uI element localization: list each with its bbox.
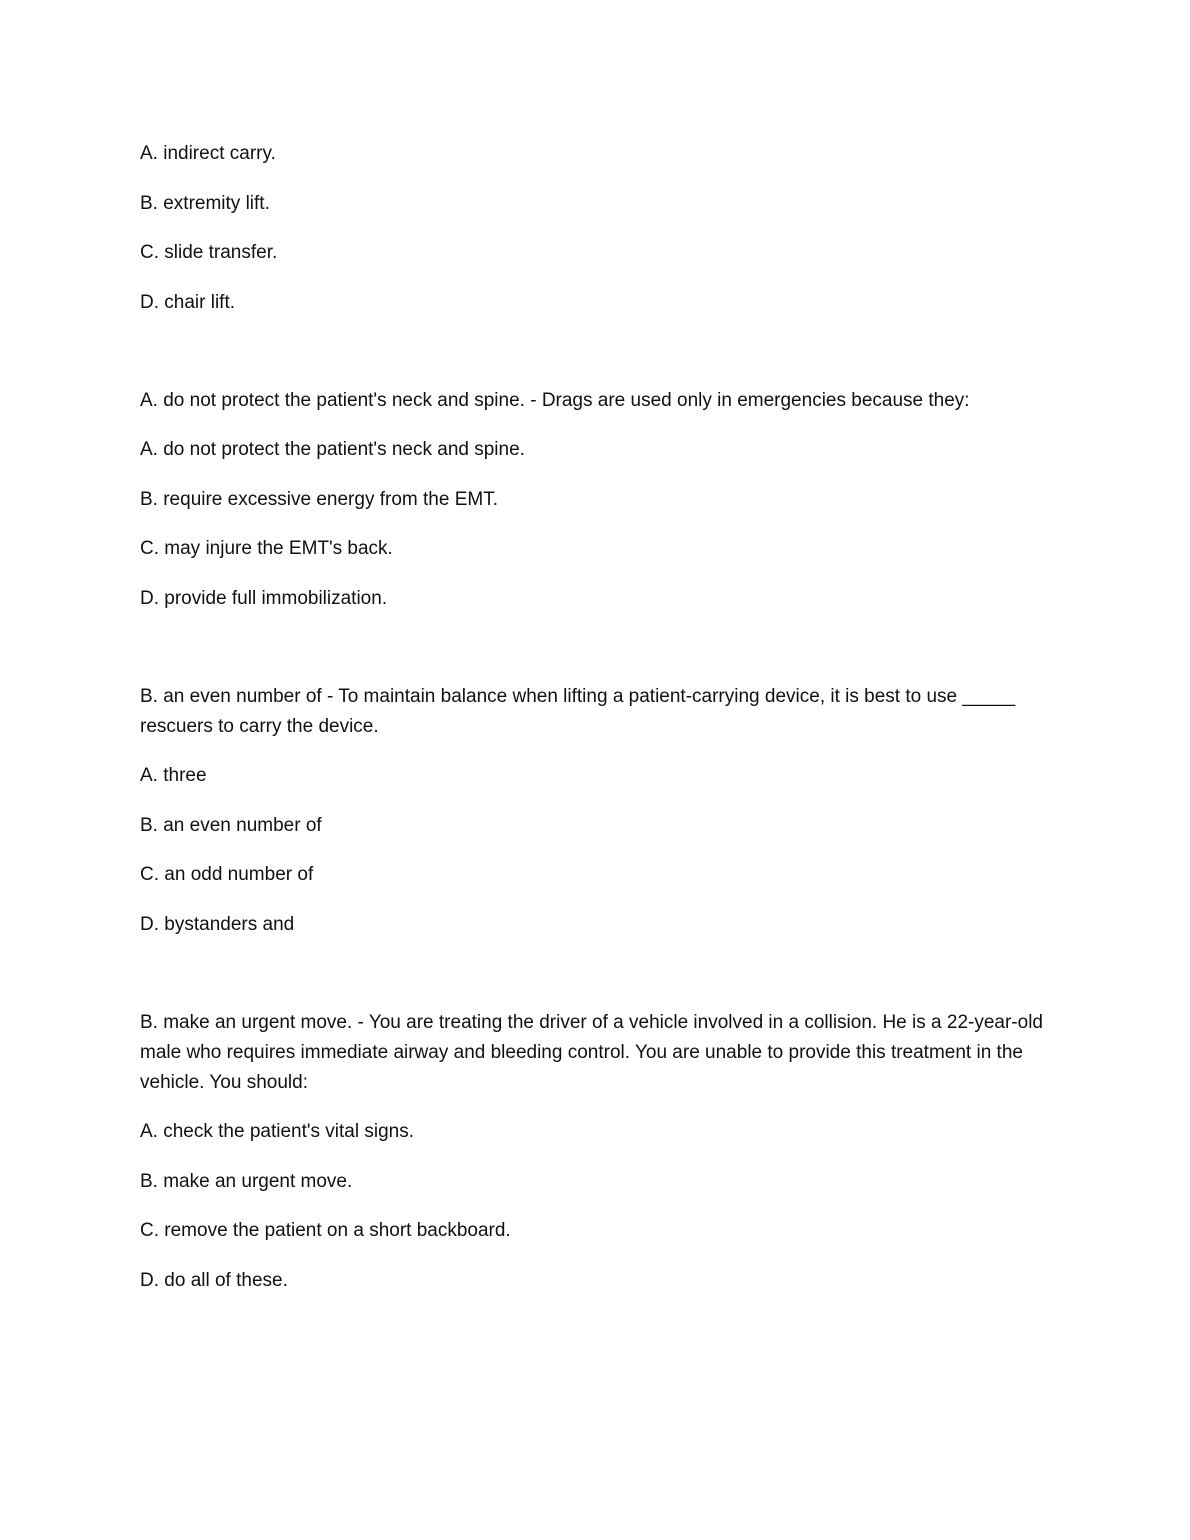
option-text: B. an even number of [140,814,322,836]
option-text: C. may injure the EMT's back. [140,538,393,559]
option-text: A. three [140,765,207,786]
option-text: B. extremity lift. [140,192,270,214]
question-block [140,682,1060,940]
question-list [140,139,1060,1296]
option-text: D. bystanders and [140,913,295,935]
option-text: C. an odd number of [140,864,314,885]
question-block [140,139,1060,318]
option-text: D. provide full immobilization. [140,587,388,609]
option-text: D. do all of these. [140,1269,288,1291]
option-text: B. require excessive energy from the EMT. [140,488,498,510]
question-stem: B. an even number of - To maintain balance when lifting a patient-carrying device, it is best to use _____ rescuers to carry the device. [140,685,1016,737]
option-text: C. remove the patient on a short backboard. [140,1220,511,1241]
option-text: D. chair lift. [140,291,236,313]
option-text: C. slide transfer. [140,242,278,263]
option-text: A. check the patient's vital signs. [140,1121,414,1142]
option-text: A. do not protect the patient's neck and spine. [140,439,525,460]
question-block [140,1008,1060,1296]
question-block [140,386,1060,614]
option-text: A. indirect carry. [140,143,276,164]
question-stem: B. make an urgent move. - You are treating the driver of a vehicle involved in a collision. He is a 22-year-old male who requires immediate airway and bleeding control. You are unable to provide this treatment in the vehicle. You should: [140,1011,1043,1093]
question-stem: A. do not protect the patient's neck and spine. - Drags are used only in emergencies because they: [140,389,970,411]
option-text: B. make an urgent move. [140,1170,353,1192]
